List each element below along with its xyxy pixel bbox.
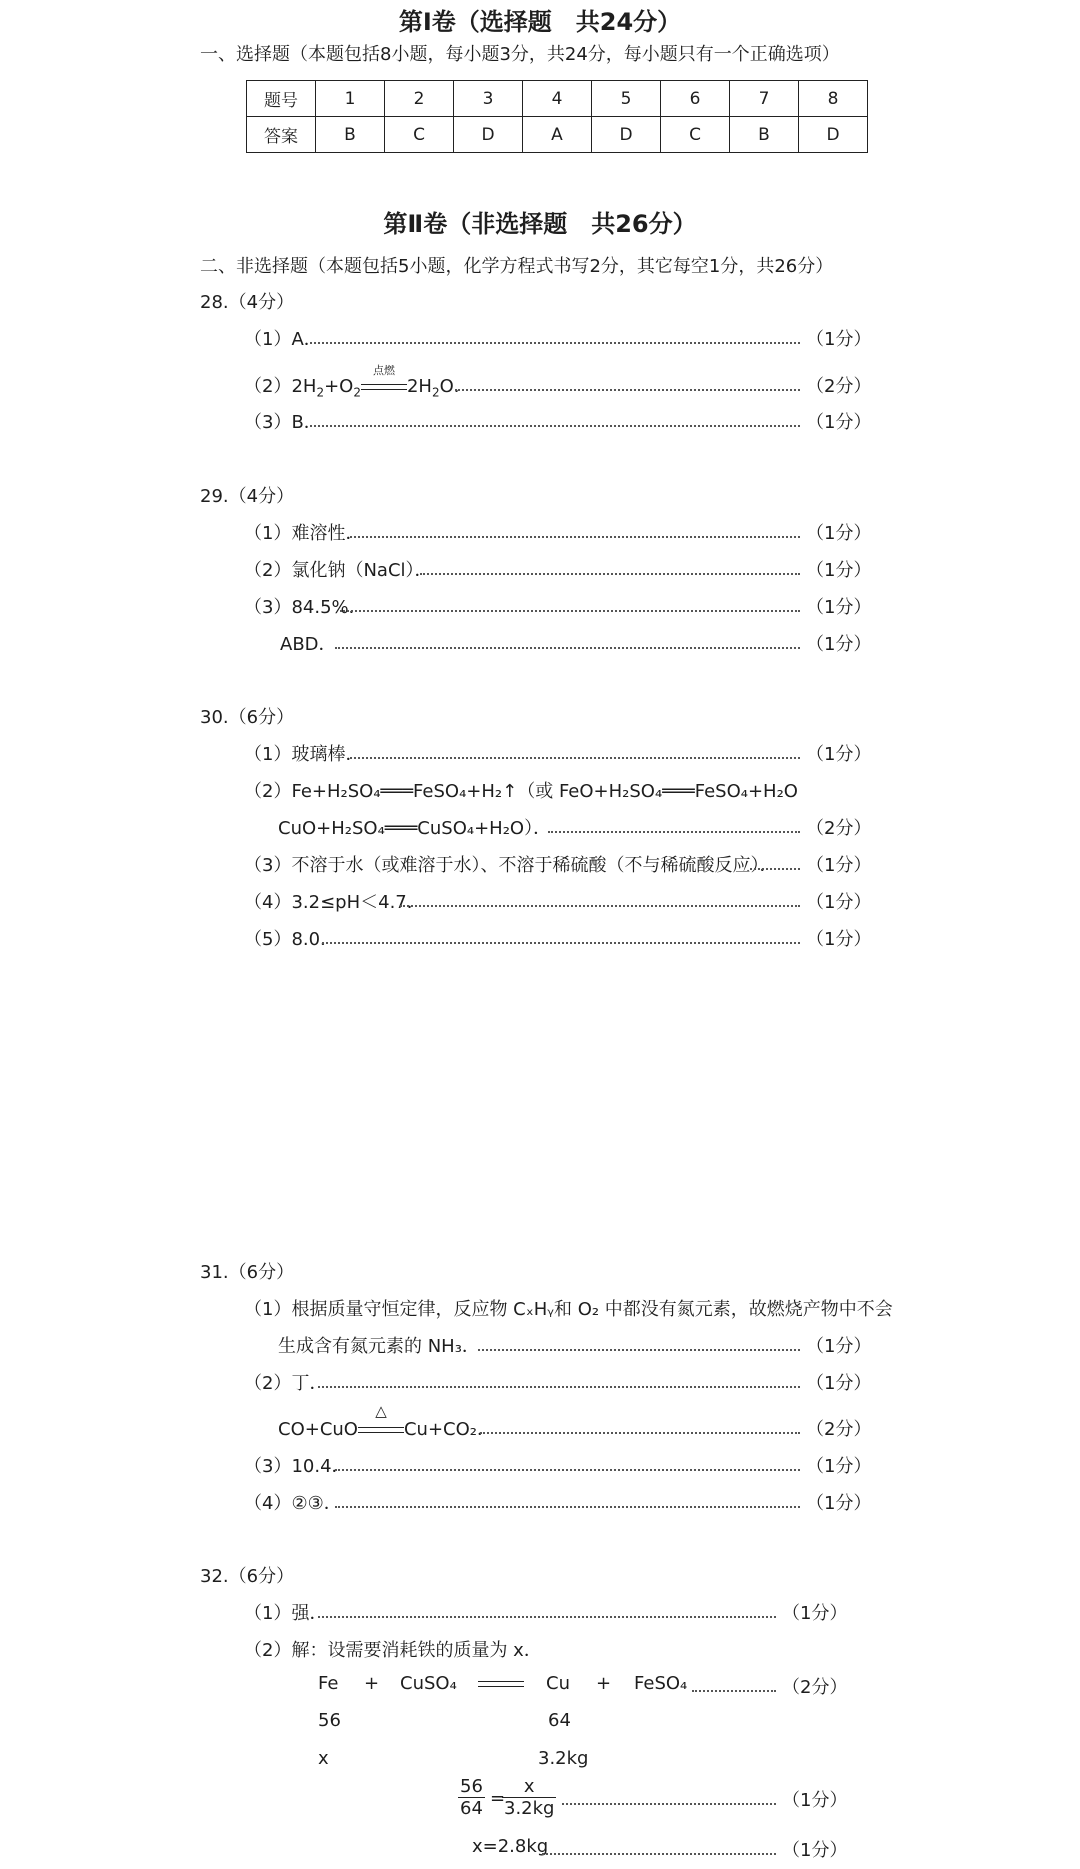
part2-section: 二、非选择题（本题包括5小题，化学方程式书写2分，其它每空1分，共26分） bbox=[200, 256, 834, 277]
answer-text: ABD． bbox=[280, 634, 337, 655]
answer-text: x=2.8kg bbox=[472, 1836, 549, 1857]
answer-text: （3）不溶于水（或难溶于水）、不溶于稀硫酸（不与稀硫酸反应）． bbox=[244, 855, 778, 876]
leader-dots bbox=[318, 1386, 800, 1388]
leader-dots bbox=[310, 425, 800, 427]
reaction-condition: 点燃 bbox=[372, 364, 395, 377]
q28-line2 bbox=[0, 364, 1080, 402]
q29-line4 bbox=[0, 630, 1080, 660]
answer-text: （1）A． bbox=[244, 329, 322, 350]
q30-header: 30.（6分） bbox=[200, 707, 295, 728]
answer-text: （1）难溶性． bbox=[244, 523, 364, 544]
answer-text: （3）B． bbox=[244, 412, 322, 433]
eq-sub: 2 bbox=[316, 385, 325, 400]
table-cell: 8 bbox=[799, 81, 868, 117]
leader-dots bbox=[400, 905, 800, 907]
table-cell: D bbox=[592, 117, 661, 153]
fraction-left bbox=[458, 1776, 485, 1819]
points: （1分） bbox=[806, 929, 872, 950]
eq-part: O． bbox=[439, 376, 472, 397]
answer-text: （1）玻璃棒． bbox=[244, 744, 364, 765]
table-cell: 3 bbox=[454, 81, 523, 117]
table-cell: 4 bbox=[523, 81, 592, 117]
leader-dots bbox=[335, 1506, 800, 1508]
answer-text: （2）丁． bbox=[244, 1373, 328, 1394]
leader-dots bbox=[322, 942, 800, 944]
q32-ratio bbox=[0, 1776, 1080, 1824]
answer-text: （4）②③． bbox=[244, 1493, 342, 1514]
points: （1分） bbox=[806, 744, 872, 765]
q30-line3 bbox=[0, 814, 1080, 844]
leader-dots bbox=[350, 757, 800, 759]
denominator: 3.2kg bbox=[504, 1798, 555, 1819]
q32-line2: （2）解：设需要消耗铁的质量为 x． bbox=[244, 1640, 542, 1661]
leader-dots bbox=[310, 342, 800, 344]
q32-result bbox=[0, 1836, 1080, 1866]
eq-double-line bbox=[478, 1675, 524, 1693]
leader-dots bbox=[548, 831, 800, 833]
table-cell: 7 bbox=[730, 81, 799, 117]
part2-title: 第Ⅱ卷（非选择题 共26分） bbox=[383, 210, 697, 238]
points: （1分） bbox=[806, 1456, 872, 1477]
q32-line1 bbox=[0, 1599, 1080, 1629]
q31-header: 31.（6分） bbox=[200, 1262, 295, 1283]
answer-text: （1）强． bbox=[244, 1603, 328, 1624]
points: （1分） bbox=[806, 892, 872, 913]
q32-header: 32.（6分） bbox=[200, 1566, 295, 1587]
answer-text: （3）10.4． bbox=[244, 1456, 350, 1477]
leader-dots bbox=[750, 868, 800, 870]
q31-line5 bbox=[0, 1452, 1080, 1482]
points: （1分） bbox=[806, 412, 872, 433]
leader-dots bbox=[340, 610, 800, 612]
fraction-right bbox=[502, 1776, 556, 1819]
eq-part: 2H bbox=[406, 376, 432, 397]
part1-title: 第Ⅰ卷（选择题 共24分） bbox=[398, 8, 682, 36]
points: （1分） bbox=[806, 523, 872, 544]
leader-dots bbox=[542, 1853, 776, 1855]
leader-dots bbox=[350, 536, 800, 538]
reaction-arrow bbox=[361, 364, 407, 396]
eq-feso4: FeSO₄ bbox=[634, 1673, 688, 1694]
q30-line5 bbox=[0, 888, 1080, 918]
equation bbox=[244, 364, 472, 400]
numerator: x bbox=[502, 1776, 556, 1798]
table-header-label: 答案 bbox=[247, 117, 316, 153]
table-row-answers bbox=[247, 117, 868, 153]
eq-cu: Cu bbox=[546, 1673, 570, 1694]
unknown-fe: x bbox=[318, 1748, 329, 1769]
q31-line3 bbox=[0, 1369, 1080, 1399]
points: （2分） bbox=[806, 818, 872, 839]
table-cell: 5 bbox=[592, 81, 661, 117]
table-cell: C bbox=[385, 117, 454, 153]
q28-header: 28.（4分） bbox=[200, 292, 295, 313]
eq-part: Cu+CO₂． bbox=[403, 1419, 495, 1440]
points: （1分） bbox=[806, 634, 872, 655]
points: （1分） bbox=[806, 597, 872, 618]
q32-equation bbox=[0, 1673, 1080, 1703]
mass-cu: 64 bbox=[548, 1710, 571, 1731]
points: （1分） bbox=[782, 1790, 848, 1811]
leader-dots bbox=[562, 1803, 776, 1805]
points: （1分） bbox=[806, 855, 872, 876]
table-cell: C bbox=[661, 117, 730, 153]
eq-part: +O bbox=[324, 376, 354, 397]
leader-dots bbox=[318, 1616, 776, 1618]
table-cell: B bbox=[316, 117, 385, 153]
points: （1分） bbox=[782, 1603, 848, 1624]
table-cell: D bbox=[454, 117, 523, 153]
table-row-numbers bbox=[247, 81, 868, 117]
points: （1分） bbox=[806, 560, 872, 581]
answer-text: （3）84.5%． bbox=[244, 597, 367, 618]
table-header-label: 题号 bbox=[247, 81, 316, 117]
answer-text: （4）3.2≤pH＜4.7． bbox=[244, 892, 425, 913]
equals-sign: = bbox=[490, 1788, 506, 1809]
eq-part: （2）2H bbox=[244, 376, 317, 397]
q28-line3 bbox=[0, 408, 1080, 438]
table-cell: 2 bbox=[385, 81, 454, 117]
denominator: 64 bbox=[460, 1798, 483, 1819]
table-cell: 1 bbox=[316, 81, 385, 117]
eq-fe: Fe bbox=[318, 1673, 339, 1694]
leader-dots bbox=[480, 1432, 800, 1434]
answer-text: （2）氯化钠（NaCl）． bbox=[244, 560, 433, 581]
q30-line1 bbox=[0, 740, 1080, 770]
table-cell: B bbox=[730, 117, 799, 153]
q31-line2 bbox=[0, 1332, 1080, 1362]
points: （2分） bbox=[806, 376, 872, 397]
part1-section: 一、选择题（本题包括8小题，每小题3分，共24分，每小题只有一个正确选项） bbox=[200, 44, 840, 65]
points: （1分） bbox=[782, 1840, 848, 1861]
numerator: 56 bbox=[460, 1776, 483, 1797]
reaction-condition: △ bbox=[375, 1402, 387, 1420]
answer-text: 生成含有氮元素的 NH₃． bbox=[278, 1336, 480, 1357]
q31-line6 bbox=[0, 1489, 1080, 1519]
reaction-arrow bbox=[478, 1673, 524, 1694]
eq-sub: 2 bbox=[353, 385, 361, 400]
q31-line4 bbox=[0, 1402, 1080, 1445]
table-cell: 6 bbox=[661, 81, 730, 117]
points: （1分） bbox=[806, 1336, 872, 1357]
answer-text: （5）8.0． bbox=[244, 929, 339, 950]
points: （1分） bbox=[806, 1373, 872, 1394]
table-cell: D bbox=[799, 117, 868, 153]
q30-line4 bbox=[0, 851, 1080, 881]
eq-cuso4: CuSO₄ bbox=[400, 1673, 457, 1694]
given-cu: 3.2kg bbox=[538, 1748, 589, 1769]
q29-line3 bbox=[0, 593, 1080, 623]
points: （2分） bbox=[806, 1419, 872, 1440]
eq-plus: + bbox=[364, 1673, 380, 1694]
leader-dots bbox=[478, 1349, 800, 1351]
leader-dots bbox=[420, 573, 800, 575]
points: （1分） bbox=[806, 329, 872, 350]
equation bbox=[278, 1402, 495, 1441]
reaction-arrow bbox=[358, 1402, 404, 1439]
eq-part: CO+CuO bbox=[278, 1419, 358, 1440]
q28-line1 bbox=[0, 325, 1080, 355]
leader-dots bbox=[335, 1469, 800, 1471]
q30-line6 bbox=[0, 925, 1080, 955]
leader-dots bbox=[692, 1690, 776, 1692]
points: （2分） bbox=[782, 1677, 848, 1698]
q29-line1 bbox=[0, 519, 1080, 549]
q29-line2 bbox=[0, 556, 1080, 586]
table-cell: A bbox=[523, 117, 592, 153]
q30-line2: （2）Fe+H₂SO₄═══FeSO₄+H₂↑（或 FeO+H₂SO₄═══FeSO₄+H₂O bbox=[244, 781, 798, 802]
eq-plus: + bbox=[596, 1673, 612, 1694]
q31-line1: （1）根据质量守恒定律，反应物 CₓHᵧ和 O₂ 中都没有氮元素，故燃烧产物中不会 bbox=[244, 1299, 893, 1320]
leader-dots bbox=[455, 389, 800, 391]
answer-table bbox=[246, 80, 868, 153]
mass-fe: 56 bbox=[318, 1710, 341, 1731]
eq-sub: 2 bbox=[431, 385, 440, 400]
leader-dots bbox=[335, 647, 800, 649]
answer-text: CuO+H₂SO₄═══CuSO₄+H₂O）． bbox=[278, 818, 552, 839]
points: （1分） bbox=[806, 1493, 872, 1514]
q29-header: 29.（4分） bbox=[200, 486, 295, 507]
